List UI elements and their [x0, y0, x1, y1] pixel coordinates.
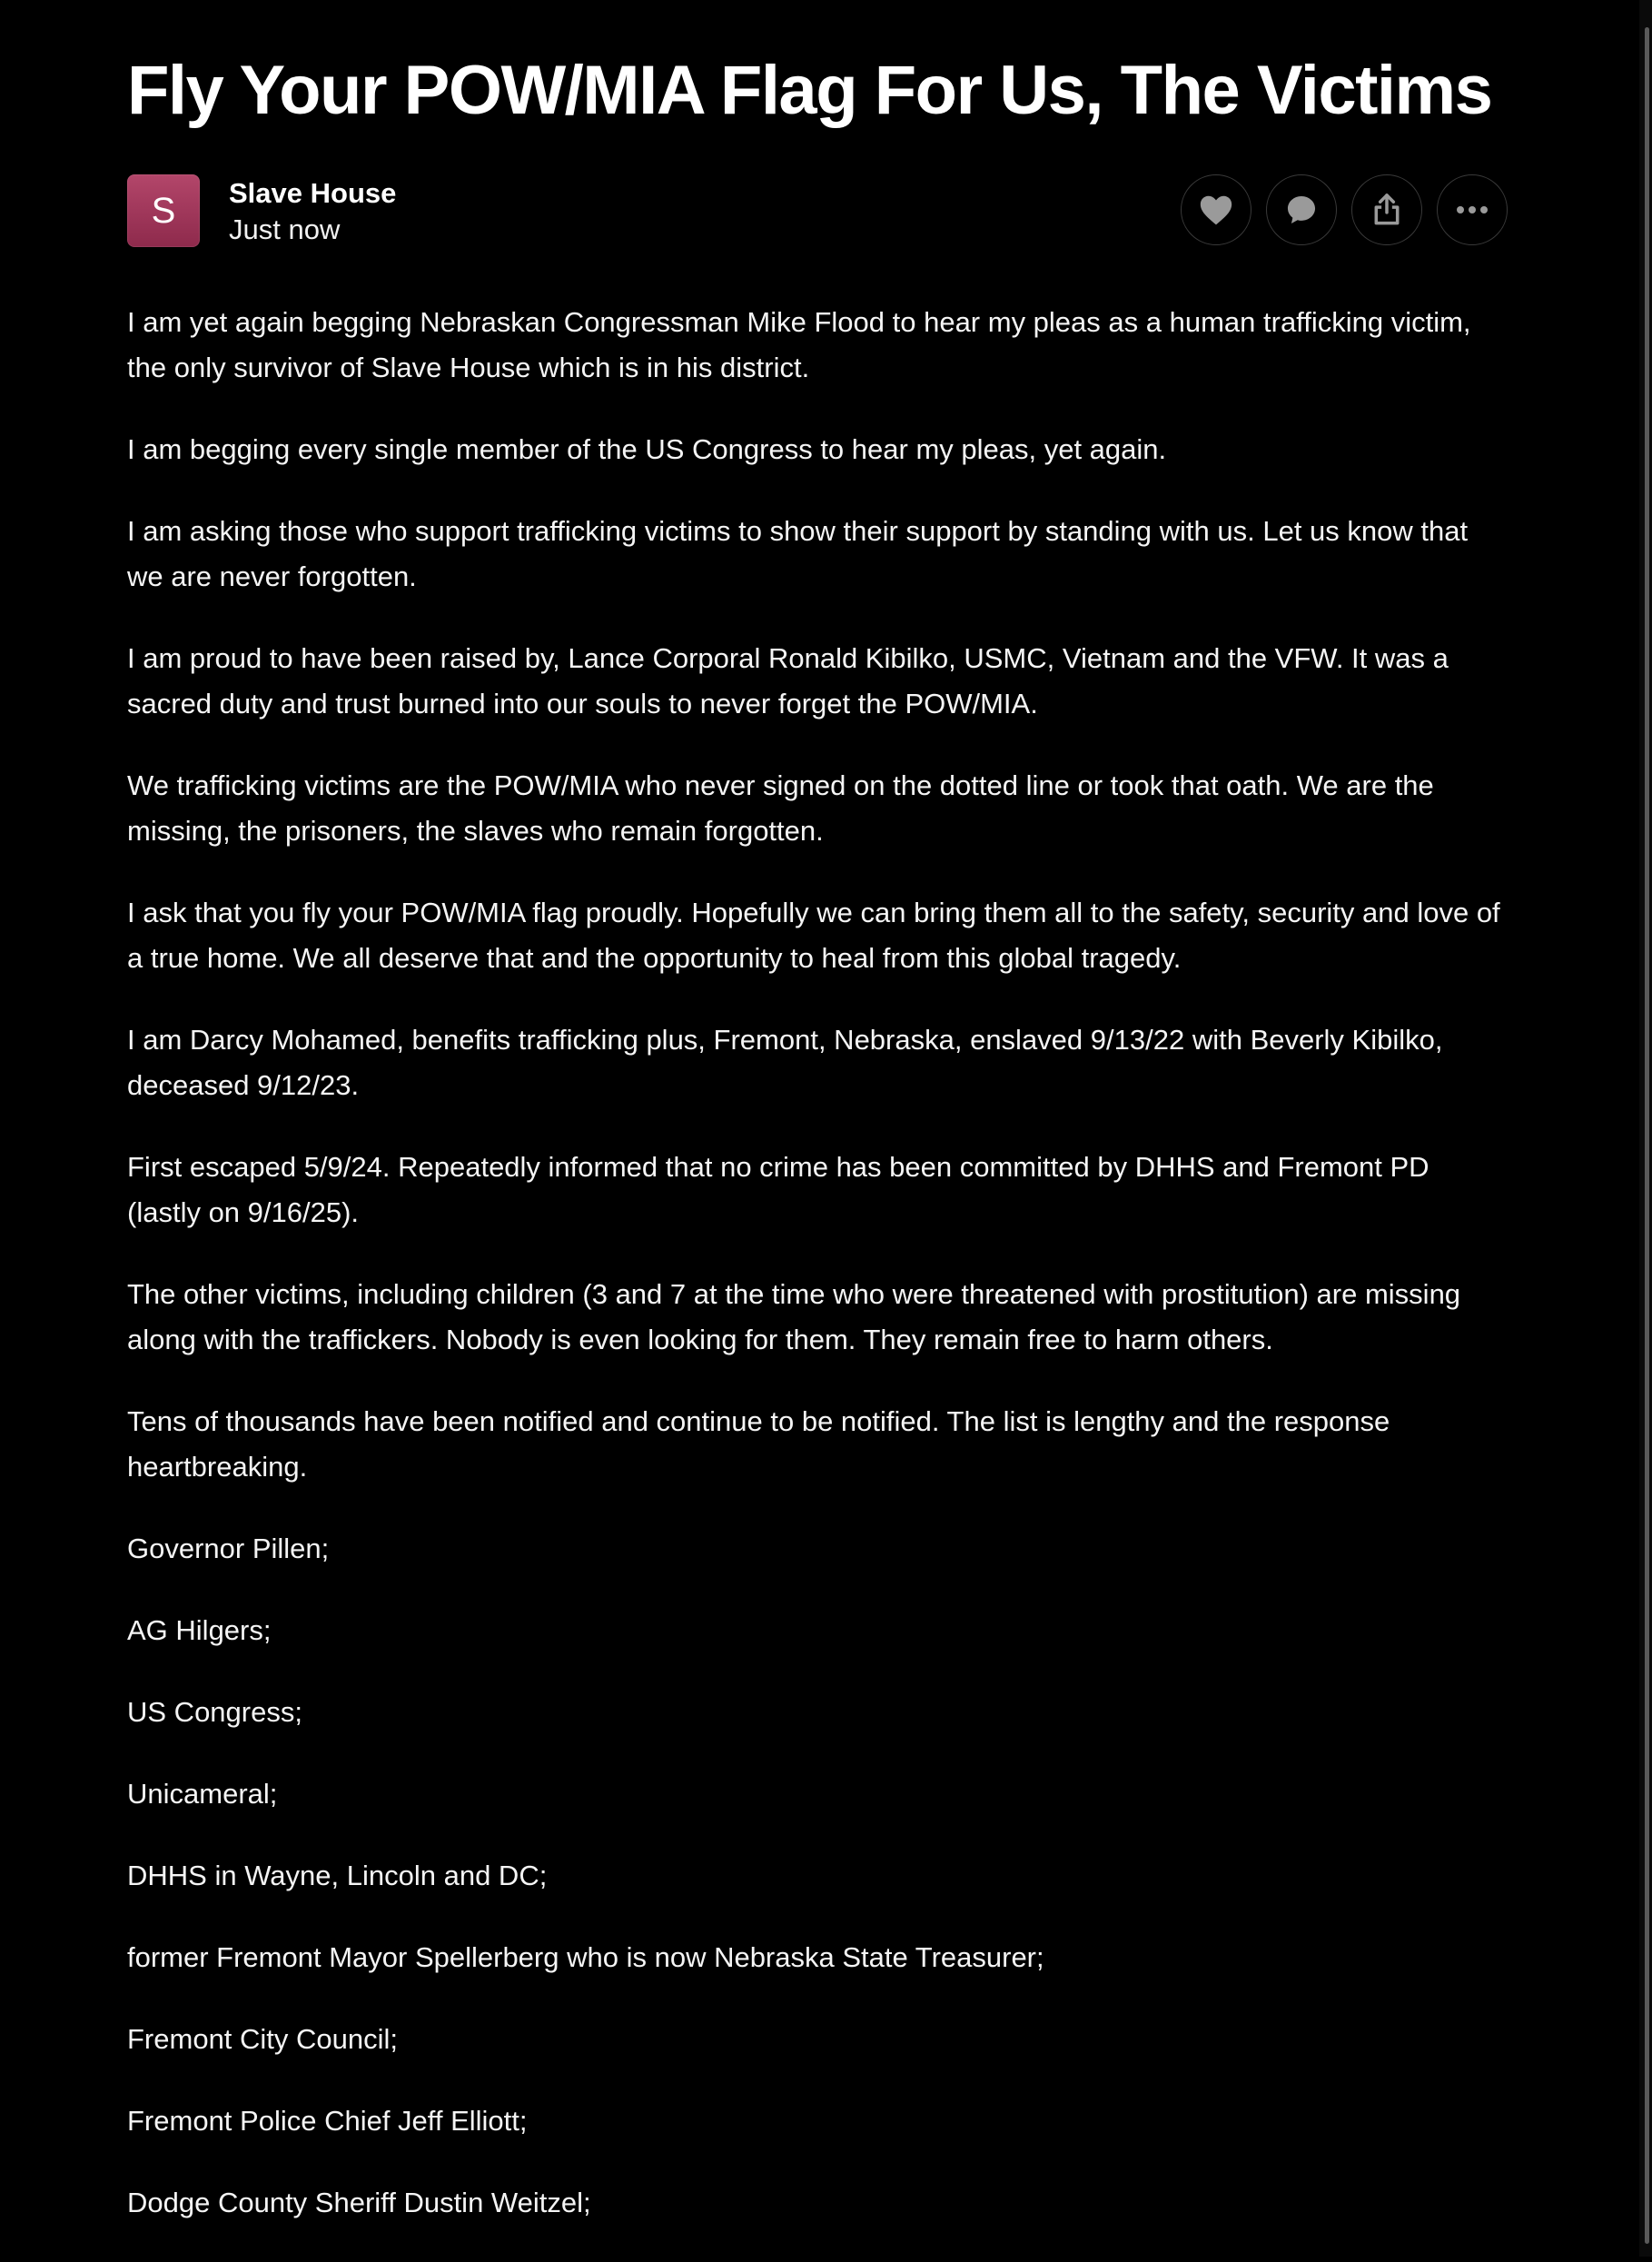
paragraph: Fremont Police Chief Jeff Elliott; — [127, 2105, 528, 2137]
heart-icon — [1198, 193, 1234, 226]
avatar-initial: S — [151, 190, 176, 231]
post-actions — [1181, 174, 1508, 245]
paragraph: I am proud to have been raised by, Lance Corporal Ronald Kibilko, USMC, Vietnam and the VFW. It was a sacred duty and trust burned into our souls to never forget the POW/MIA. — [127, 642, 1449, 719]
paragraph: Tens of thousands have been notified and continue to be notified. The list is lengthy and the response heartbreaking. — [127, 1405, 1390, 1483]
post-byline — [127, 174, 1508, 247]
paragraph: AG Hilgers; — [127, 1614, 272, 1646]
more-icon — [1455, 205, 1489, 214]
share-button[interactable] — [1351, 174, 1422, 245]
post-title: Fly Your POW/MIA Flag For Us, The Victims — [127, 52, 1492, 129]
avatar[interactable] — [127, 174, 200, 247]
post-body — [127, 300, 1508, 2226]
paragraph: I ask that you fly your POW/MIA flag proudly. Hopefully we can bring them all to the safety, security and love of a true home. We all deserve that and the opportunity to heal from this global tragedy. — [127, 897, 1500, 974]
author-name[interactable]: Slave House — [229, 177, 397, 209]
paragraph: US Congress; — [127, 1696, 302, 1728]
like-button[interactable] — [1181, 174, 1251, 245]
paragraph: former Fremont Mayor Spellerberg who is now Nebraska State Treasurer; — [127, 1941, 1044, 1973]
paragraph: First escaped 5/9/24. Repeatedly informed that no crime has been committed by DHHS and Fremont PD (lastly on 9/16/25). — [127, 1151, 1429, 1228]
paragraph: Dodge County Sheriff Dustin Weitzel; — [127, 2187, 591, 2218]
paragraph: The other victims, including children (3 and 7 at the time who were threatened with prostitution) are missing along with the traffickers. Nobody is even looking for them. They remain free to harm others. — [127, 1278, 1461, 1355]
paragraph: Governor Pillen; — [127, 1533, 330, 1564]
paragraph: I am begging every single member of the US Congress to hear my pleas, yet again. — [127, 433, 1167, 465]
paragraph: Unicameral; — [127, 1778, 278, 1810]
scrollbar-track[interactable] — [1639, 0, 1652, 2257]
paragraph: DHHS in Wayne, Lincoln and DC; — [127, 1860, 548, 1891]
paragraph: I am yet again begging Nebraskan Congressman Mike Flood to hear my pleas as a human trafficking victim, the only survivor of Slave House which is in his district. — [127, 306, 1471, 383]
post-article — [127, 0, 1508, 2262]
paragraph: I am asking those who support trafficking victims to show their support by standing with us. Let us know that we are never forgotten. — [127, 515, 1469, 592]
post-timestamp: Just now — [229, 213, 341, 245]
comment-icon — [1284, 193, 1319, 227]
paragraph: We trafficking victims are the POW/MIA who never signed on the dotted line or took that oath. We are the missing, the prisoners, the slaves who remain forgotten. — [127, 769, 1434, 847]
comment-button[interactable] — [1266, 174, 1337, 245]
paragraph: Fremont City Council; — [127, 2023, 399, 2055]
paragraph: I am Darcy Mohamed, benefits trafficking plus, Fremont, Nebraska, enslaved 9/13/22 with Beverly Kibilko, deceased 9/12/23. — [127, 1024, 1443, 1101]
scrollbar-thumb[interactable] — [1645, 27, 1649, 2244]
more-button[interactable] — [1437, 174, 1508, 245]
share-icon — [1370, 193, 1403, 227]
